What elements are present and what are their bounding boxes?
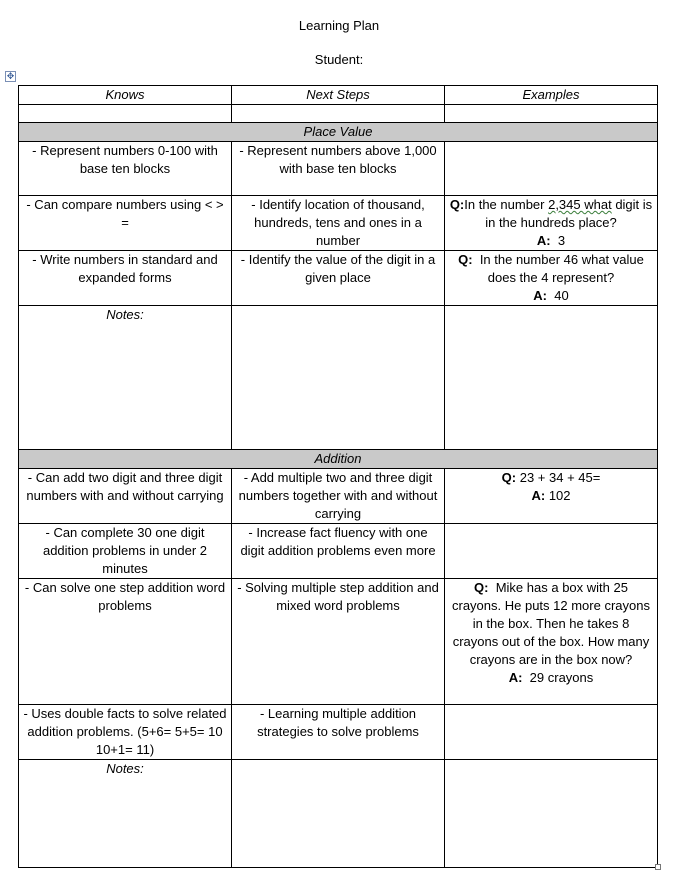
table-row <box>19 196 658 251</box>
knows-cell: - Can add two digit and three digit numbers with and without carrying <box>19 469 232 524</box>
knows-cell: - Can solve one step addition word problems <box>19 579 232 705</box>
header-examples: Examples <box>445 86 658 105</box>
empty-row <box>19 105 658 123</box>
example-cell <box>445 142 658 196</box>
example-cell <box>445 469 658 524</box>
example-cell <box>445 524 658 579</box>
question-text-start: In the number <box>464 197 549 212</box>
header-row <box>19 86 658 105</box>
table-row <box>19 524 658 579</box>
knows-cell: - Can complete 30 one digit addition problems in under 2 minutes <box>19 524 232 579</box>
section-header-addition: Addition <box>19 450 658 469</box>
table-move-handle-icon[interactable]: ✥ <box>6 71 15 81</box>
answer-label: A: <box>536 233 551 248</box>
table-row <box>19 251 658 306</box>
notes-label: Notes: <box>19 760 232 868</box>
table-row <box>19 705 658 760</box>
question-text-end: digit is in the hundreds place? <box>485 197 653 230</box>
answer-label: A: <box>508 670 523 685</box>
next-steps-cell: - Increase fact fluency with one digit addition problems even more <box>232 524 445 579</box>
next-steps-cell: - Identify location of thousand, hundreds, tens and ones in a number <box>232 196 445 251</box>
header-knows: Knows <box>19 86 232 105</box>
learning-plan-table <box>18 85 658 868</box>
answer-text: 29 crayons <box>529 670 594 685</box>
answer-label: A: <box>533 288 547 303</box>
table-row <box>19 469 658 524</box>
table-resize-handle[interactable] <box>655 864 661 870</box>
next-steps-cell: - Identify the value of the digit in a given place <box>232 251 445 306</box>
knows-cell: - Uses double facts to solve related addition problems. (5+6= 5+5= 10 10+1= 11) <box>19 705 232 760</box>
table-row <box>19 142 658 196</box>
answer-text: 40 <box>554 288 569 303</box>
header-next-steps: Next Steps <box>232 86 445 105</box>
question-text: Mike has a box with 25 crayons. He puts 12 more crayons in the box. Then he takes 8 crayons out of the box. How many crayons are in the box now? <box>452 580 650 667</box>
question-label: Q: <box>458 252 473 267</box>
next-steps-cell: - Represent numbers above 1,000 with base ten blocks <box>232 142 445 196</box>
notes-row <box>19 306 658 450</box>
table-row <box>19 579 658 705</box>
next-steps-cell: - Learning multiple addition strategies to solve problems <box>232 705 445 760</box>
example-cell <box>445 251 658 306</box>
answer-text: 3 <box>557 233 566 248</box>
example-cell <box>445 705 658 760</box>
student-label: Student: <box>314 52 364 67</box>
question-text: In the number 46 what value does the 4 represent? <box>479 252 644 285</box>
question-label: Q: <box>501 470 517 485</box>
question-text: 23 + 34 + 45= <box>519 470 601 485</box>
notes-label: Notes: <box>19 306 232 450</box>
example-cell <box>445 196 658 251</box>
knows-cell: - Can compare numbers using < > = <box>19 196 232 251</box>
question-label: Q: <box>449 197 465 212</box>
next-steps-cell: - Add multiple two and three digit numbers together with and without carrying <box>232 469 445 524</box>
question-label: Q: <box>474 580 489 595</box>
document-title: Learning Plan <box>298 18 380 33</box>
answer-text: 102 <box>548 488 571 503</box>
next-steps-cell: - Solving multiple step addition and mixed word problems <box>232 579 445 705</box>
notes-row <box>19 760 658 868</box>
spellcheck-squiggle-text: 2,345 what <box>548 197 612 212</box>
section-header-place-value: Place Value <box>19 123 658 142</box>
answer-label: A: <box>531 488 546 503</box>
knows-cell: - Represent numbers 0-100 with base ten blocks <box>19 142 232 196</box>
example-cell <box>445 579 658 705</box>
knows-cell: - Write numbers in standard and expanded forms <box>19 251 232 306</box>
